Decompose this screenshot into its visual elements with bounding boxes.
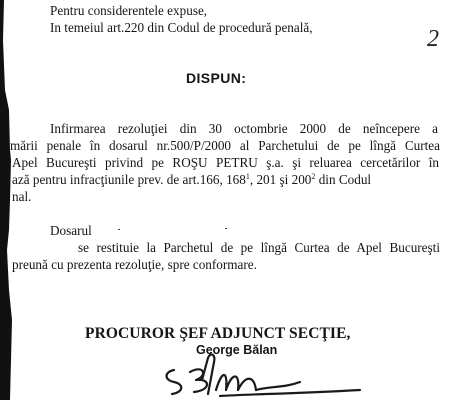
line-4-text-b: , 201 şi 200: [249, 172, 312, 187]
dosarul-label: Dosarul: [50, 223, 92, 238]
signature-title: PROCUROR ŞEF ADJUNCT SECŢIE,: [85, 325, 351, 342]
intro-line-1: Pentru considerentele expuse,: [50, 3, 208, 18]
body-paragraph-2-line-2: se restituie la Parchetul de pe lîngă Curtea de Apel Bucureşti: [78, 240, 440, 255]
signatory-name: George Bălan: [196, 343, 278, 357]
handwritten-signature: [160, 350, 380, 400]
line-4-text-a: ază pentru infracţiunile prev. de art.166, 168: [12, 172, 246, 187]
line-4-text-c: din Codul: [315, 172, 372, 187]
scan-speck-1: [118, 229, 120, 230]
body-paragraph-1-line-5: nal.: [12, 189, 32, 204]
body-paragraph-2-line-3: preună cu prezenta rezoluţie, spre conformare.: [12, 257, 257, 272]
page-number-mark: 2: [427, 26, 439, 52]
scan-left-edge: [0, 0, 12, 400]
intro-line-2: In temeiul art.220 din Codul de procedură penală,: [50, 20, 313, 35]
scan-speck-2: [225, 228, 227, 229]
article-200-superscript: 2: [311, 172, 316, 181]
dispun-heading: DISPUN:: [186, 70, 247, 86]
article-168-superscript: 1: [245, 172, 250, 181]
body-paragraph-1-line-1: Infirmarea rezoluţiei din 30 octombrie 2000 de neîncepere a: [50, 121, 438, 136]
body-paragraph-1-line-2: mării penale în dosarul nr.500/P/2000 al Parchetului de pe lîngă Curtea: [10, 138, 440, 153]
body-paragraph-1-line-4: [12, 172, 450, 188]
body-paragraph-1-line-3: Apel Bucureşti privind pe ROŞU PETRU ş.a. şi reluarea cercetărilor în: [12, 155, 439, 170]
